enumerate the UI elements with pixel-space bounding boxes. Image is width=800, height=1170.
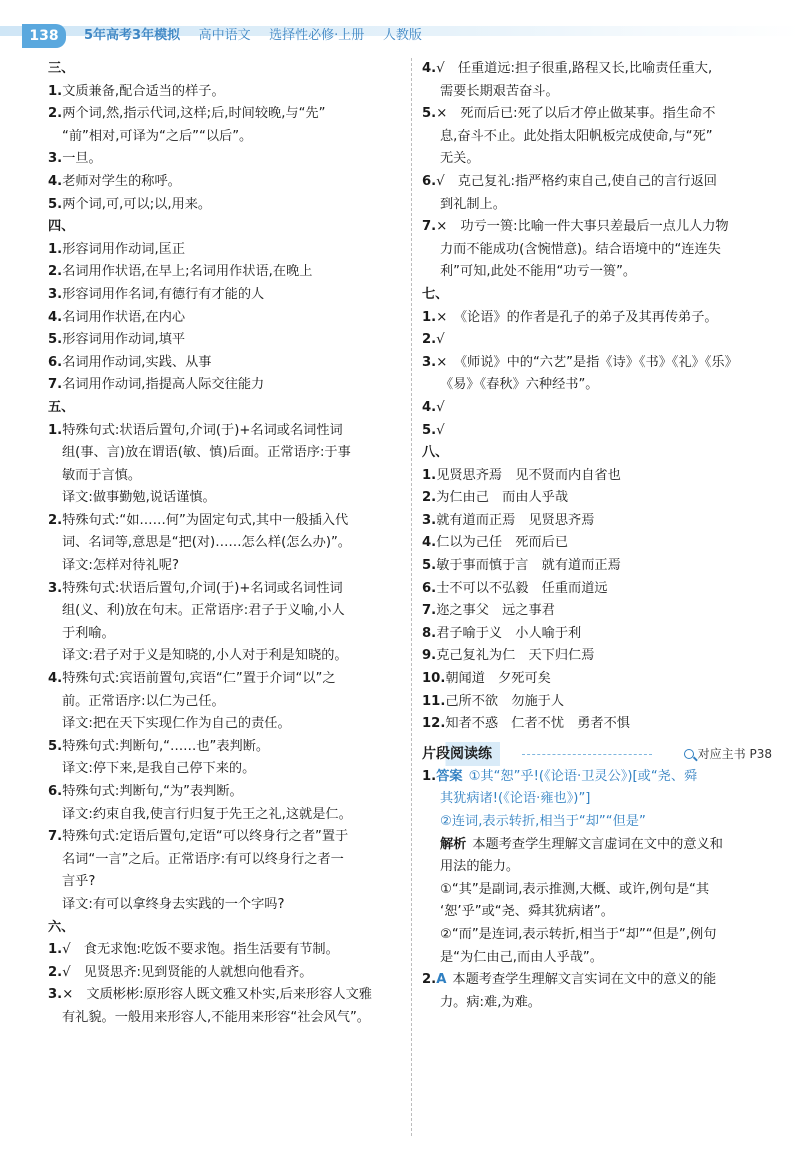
continuation-line: 译文:停下来,是我自己停下来的。: [62, 761, 256, 777]
right-column-answers: [422, 58, 772, 736]
item-number: 2.: [48, 264, 63, 280]
item-number: 5.: [422, 106, 437, 122]
item-text: 形容词用作动词,填平: [62, 332, 186, 348]
answer-line: [422, 532, 772, 555]
answer-line: [422, 578, 772, 601]
answer-line: [48, 668, 400, 691]
item-number: 1.: [48, 422, 63, 438]
answer-line: [48, 239, 400, 262]
answer-line: [48, 171, 400, 194]
answer-line: [422, 352, 772, 375]
answer-line: [48, 578, 400, 601]
continuation-line: 译文:怎样对待礼呢?: [62, 558, 179, 574]
item-number: 6.: [48, 784, 63, 799]
item-text: 见贤思齐焉 见不贤而内自省也: [436, 467, 621, 483]
item-text: 仁以为己任 死而后已: [436, 535, 569, 551]
answer-tag: A: [436, 972, 447, 988]
item-number: 4.: [48, 309, 63, 325]
item-text: √ 任重道远:担子很重,路程又长,比喻责任重大,: [436, 61, 713, 76]
item-text: 名词用作动词,实践、从事: [62, 354, 212, 370]
item-number: 7.: [422, 219, 437, 235]
answer-line: [422, 600, 772, 623]
item-number: 1.: [48, 83, 63, 99]
answer-line: [422, 465, 772, 488]
answer-line: [422, 555, 772, 578]
item-text: 特殊句式:判断句,“为”表判断。: [62, 784, 243, 799]
item-text: 特殊句式:状语后置句,介词(于)+名词或名词性词: [62, 422, 343, 438]
section-heading: 六、: [48, 919, 75, 935]
item-text: × 文质彬彬:原形容人既文雅又朴实,后来形容人文雅: [62, 987, 372, 1003]
continuation-line: 需要长期艰苦奋斗。: [440, 83, 559, 99]
magnifier-icon: [684, 749, 694, 759]
continuation-line: 利”可知,此处不能用“功亏一篑”。: [440, 264, 637, 280]
continuation-line: 译文:君子对于义是知晓的,小人对于利是知晓的。: [62, 648, 348, 664]
item-number: 11.: [422, 693, 446, 709]
answer-line: [48, 352, 400, 375]
continuation-line: 译文:有可以拿终身去实践的一个字吗?: [62, 896, 285, 912]
answer-line: [48, 194, 400, 217]
item-number: 5.: [48, 332, 63, 348]
item-number: 6.: [422, 580, 437, 596]
page-header: [0, 0, 800, 46]
item-text: × 功亏一篑:比喻一件大事只差最后一点儿人力物: [436, 219, 729, 235]
answer-line: [422, 645, 772, 668]
item-text: 己所不欲 勿施于人: [445, 693, 565, 709]
continuation-line: 词、名词等,意思是“把(对)……怎么样(怎么办)”。: [62, 535, 351, 551]
answer-line: [422, 216, 772, 239]
item-text: 一旦。: [62, 151, 102, 167]
answer-line: [422, 420, 772, 443]
item-text: 特殊句式:定语后置句,定语“可以终身行之者”置于: [62, 829, 349, 845]
item-number: 2.: [48, 512, 63, 528]
answer-line: [48, 939, 400, 962]
header-info: [84, 24, 436, 48]
continuation-line: 其犹病诸!(《论语·雍也》)”]: [440, 791, 591, 807]
left-column: [48, 58, 400, 1030]
answer-line: [48, 261, 400, 284]
item-text: × 《师说》中的“六艺”是指《诗》《书》《礼》《乐》: [436, 354, 738, 370]
subject-label: 高中语文: [198, 28, 251, 43]
item-text: × 《论语》的作者是孔子的弟子及其再传弟子。: [436, 309, 718, 325]
item-number: 1.: [48, 241, 63, 257]
answer-line: [48, 962, 400, 985]
continuation-line: 力。病:难,为难。: [440, 994, 541, 1010]
item-text: 形容词用作名词,有德行有才能的人: [62, 286, 265, 302]
answer-line: [48, 307, 400, 330]
item-text: √ 食无求饱:吃饭不要求饱。指生活要有节制。: [62, 942, 339, 958]
item-number: 4.: [422, 399, 437, 415]
continuation-line: 组(义、利)放在句末。正常语序:君子于义喻,小人: [62, 603, 345, 619]
answer-line: [422, 766, 772, 789]
answer-line: [48, 81, 400, 104]
answer-line: [48, 103, 400, 126]
reading-section-ref-text: 对应主书 P38: [697, 746, 772, 761]
item-text: 克己复礼为仁 天下归仁焉: [436, 648, 595, 664]
answer-line: [422, 58, 772, 81]
edition-label: 人教版: [382, 28, 422, 43]
reading-answers: [422, 766, 772, 1015]
book-label: 选择性必修·上册: [269, 28, 365, 43]
item-text: 文质兼备,配合适当的样子。: [62, 83, 225, 99]
item-text: 敏于事而慎于言 就有道而正焉: [436, 558, 621, 574]
continuation-line: 敏而于言慎。: [62, 467, 142, 483]
item-text: 老师对学生的称呼。: [62, 173, 181, 189]
answer-line: [422, 510, 772, 533]
item-number: 10.: [422, 671, 446, 687]
answer-line: [422, 623, 772, 646]
item-text: 本题考查学生理解文言虚词在文中的意义和: [472, 836, 723, 852]
answer-line: [48, 826, 400, 849]
item-text: 形容词用作动词,匡正: [62, 241, 186, 257]
continuation-line: 名词“一言”之后。正常语序:有可以终身行之者一: [62, 851, 344, 867]
answer-line: [48, 984, 400, 1007]
continuation-line: 《易》《春秋》六种经书”。: [440, 377, 599, 393]
answer-line: [48, 420, 400, 443]
item-text: 特殊句式:“如……何”为固定句式,其中一般插入代: [62, 512, 349, 528]
item-number: 2.: [422, 972, 437, 988]
item-number: 3.: [48, 286, 63, 302]
continuation-line: 有礼貌。一般用来形容人,不能用来形容“社会风气”。: [62, 1009, 370, 1025]
item-number: 5.: [422, 422, 437, 438]
item-number: 8.: [422, 625, 437, 641]
item-number: 1.: [422, 467, 437, 483]
continuation-line: 组(事、言)放在谓语(敏、慎)后面。正常语序:于事: [62, 445, 351, 461]
analysis-tag: 解析: [440, 836, 467, 852]
item-number: 5.: [48, 738, 63, 754]
item-text: 为仁由己 而由人乎哉: [436, 490, 569, 506]
item-text: 特殊句式:状语后置句,介词(于)+名词或名词性词: [62, 580, 343, 596]
answer-line: [48, 510, 400, 533]
item-number: 2.: [422, 332, 437, 348]
continuation-line: 是“为仁由己,而由人乎哉”。: [440, 949, 603, 965]
item-number: 5.: [422, 558, 437, 574]
continuation-line: 力而不能成功(含惋惜意)。结合语境中的“连连失: [440, 241, 721, 257]
series-title: 5年高考3年模拟: [84, 28, 181, 43]
answer-line: [422, 691, 772, 714]
item-text: 君子喻于义 小人喻于利: [436, 625, 582, 641]
continuation-line: “前”相对,可译为“之后”“以后”。: [62, 128, 253, 144]
item-number: 7.: [48, 829, 63, 845]
continuation-line: 息,奋斗不止。此处指太阳帆板完成使命,与“死”: [440, 128, 713, 144]
item-number: 7.: [422, 603, 437, 619]
answer-line: [48, 148, 400, 171]
item-number: 1.: [422, 768, 437, 784]
answer-line: [422, 397, 772, 420]
item-text: 知者不惑 仁者不忧 勇者不惧: [445, 716, 630, 732]
item-number: 2.: [48, 106, 63, 122]
item-number: 6.: [422, 173, 437, 189]
item-number: 4.: [48, 173, 63, 189]
item-number: 4.: [422, 535, 437, 551]
continuation-line: 用法的能力。: [440, 859, 520, 875]
answer-line: [422, 103, 772, 126]
continuation-line: 译文:把在天下实现仁作为自己的责任。: [62, 716, 291, 732]
item-text: 名词用作状语,在早上;名词用作状语,在晚上: [62, 264, 313, 280]
item-number: 12.: [422, 716, 446, 732]
section-heading: 五、: [48, 399, 75, 415]
item-text: 本题考查学生理解文言实词在文中的意义的能: [452, 972, 717, 988]
item-text: √: [436, 422, 445, 438]
continuation-line: ②连词,表示转折,相当于“却”“但是”: [440, 814, 646, 829]
item-number: 1.: [422, 309, 437, 325]
item-text: 迩之事父 远之事君: [436, 603, 555, 619]
item-number: 5.: [48, 196, 63, 212]
answer-line: [48, 374, 400, 397]
section-heading: 三、: [48, 61, 75, 76]
continuation-line: ①“其”是副词,表示推测,大概、或许,例句是“其: [440, 881, 710, 897]
reading-section-ref: [684, 742, 772, 766]
item-number: 2.: [48, 964, 63, 980]
answer-line: [422, 713, 772, 736]
answer-line: [48, 284, 400, 307]
answer-line: [422, 668, 772, 691]
item-text: 朝闻道 夕死可矣: [445, 671, 551, 687]
section-heading: 四、: [48, 219, 75, 235]
answer-line: [48, 736, 400, 759]
continuation-line: 译文:约束自我,使言行归复于先王之礼,这就是仁。: [62, 806, 352, 822]
item-number: 3.: [48, 580, 63, 596]
answer-line: [422, 171, 772, 194]
section-heading: 八、: [422, 445, 449, 461]
item-number: 2.: [422, 490, 437, 506]
item-text: √ 克己复礼:指严格约束自己,使自己的言行返回: [436, 173, 717, 189]
section-dashed-rule: [522, 754, 652, 755]
item-number: 4.: [48, 671, 63, 687]
item-number: 1.: [48, 942, 63, 958]
answer-line: [422, 329, 772, 352]
item-text: √: [436, 332, 445, 348]
continuation-line: 前。正常语序:以仁为己任。: [62, 693, 225, 709]
item-text: ①其“恕”乎!(《论语·卫灵公》)[或“尧、舜: [468, 768, 698, 784]
reading-section-bar: [422, 742, 772, 766]
right-column: [422, 58, 772, 1014]
answer-line: [422, 307, 772, 330]
item-number: 3.: [422, 512, 437, 528]
answer-tag: 答案: [436, 768, 463, 784]
continuation-line: ‘恕’乎”或“尧、舜其犹病诸”。: [440, 904, 614, 920]
item-text: √: [436, 399, 445, 415]
continuation-line: 无关。: [440, 151, 480, 167]
item-text: × 死而后已:死了以后才停止做某事。指生命不: [436, 106, 716, 122]
reading-section-title: 片段阅读练: [422, 742, 500, 766]
item-text: 特殊句式:判断句,“……也”表判断。: [62, 738, 270, 754]
continuation-line: 到礼制上。: [440, 196, 506, 212]
continuation-line: 言乎?: [62, 874, 96, 890]
item-text: 两个词,可,可以;以,用来。: [62, 196, 212, 212]
item-number: 3.: [48, 987, 63, 1003]
answer-line: [48, 329, 400, 352]
answer-line: [48, 781, 400, 804]
item-number: 6.: [48, 354, 63, 370]
item-number: 4.: [422, 61, 437, 76]
item-number: 3.: [48, 151, 63, 167]
item-text: 名词用作状语,在内心: [62, 309, 186, 325]
item-number: 9.: [422, 648, 437, 664]
item-text: 士不可以不弘毅 任重而道远: [436, 580, 608, 596]
page-number: 138: [22, 24, 66, 48]
item-text: 名词用作动词,指提高人际交往能力: [62, 377, 265, 393]
continuation-line: 译文:做事勤勉,说话谨慎。: [62, 490, 216, 506]
item-number: 7.: [48, 377, 63, 393]
answer-line: [422, 487, 772, 510]
continuation-line: ②“而”是连词,表示转折,相当于“却”“但是”,例句: [440, 926, 717, 942]
analysis-line: [422, 834, 772, 857]
item-text: 特殊句式:宾语前置句,宾语“仁”置于介词“以”之: [62, 671, 336, 687]
continuation-line: 于利喻。: [62, 625, 115, 641]
item-text: 两个词,然,指示代词,这样;后,时间较晚,与“先”: [62, 106, 326, 122]
column-divider: [411, 58, 412, 1136]
item-number: 3.: [422, 354, 437, 370]
answer-line: [422, 969, 772, 992]
section-heading: 七、: [422, 286, 449, 302]
item-text: 就有道而正焉 见贤思齐焉: [436, 512, 595, 528]
item-text: √ 见贤思齐:见到贤能的人就想向他看齐。: [62, 964, 313, 980]
